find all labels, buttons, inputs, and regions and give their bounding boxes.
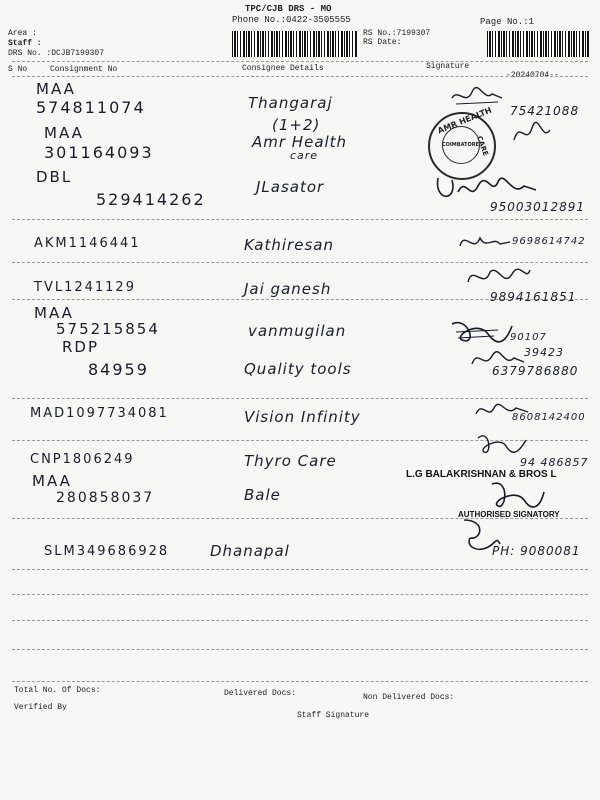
entry-1-number: 574811074 — [36, 98, 146, 117]
entry-9-phone: 94 486857 — [520, 456, 589, 469]
entry-3-phone: 95003012891 — [490, 200, 585, 214]
entry-4-consignee: Kathiresan — [244, 236, 334, 254]
header-divider — [12, 61, 588, 62]
signature-2 — [510, 118, 560, 148]
entry-11-phone: PH: 9080081 — [492, 544, 581, 558]
rs-number: RS No.:7199307 — [363, 29, 431, 38]
entry-3-number: 529414262 — [96, 190, 206, 209]
entry-2-consignee: Amr Health — [252, 133, 348, 151]
col-sno: S No — [8, 65, 28, 74]
row-divider — [12, 649, 588, 650]
entry-10-prefix: MAA — [32, 472, 72, 490]
non-delivered-docs-label: Non Delivered Docs: — [363, 693, 455, 702]
signature-9 — [474, 428, 534, 458]
entry-2-consignee-note: care — [290, 149, 319, 162]
signature-10 — [486, 478, 550, 512]
entry-6-prefix: MAA — [34, 304, 74, 322]
entry-1-phone: 75421088 — [510, 104, 580, 118]
barcode-left — [232, 31, 358, 57]
entry-6-consignee: vanmugilan — [248, 322, 347, 340]
entry-6-number: 575215854 — [56, 320, 160, 338]
stamp-right-text: CARE — [475, 134, 490, 158]
verified-by-label: Verified By — [14, 703, 67, 712]
total-docs-label: Total No. Of Docs: — [14, 686, 101, 695]
entry-4-number: AKM1146441 — [34, 236, 141, 251]
signature-6 — [448, 316, 518, 348]
signature-11 — [456, 516, 506, 556]
area-label: Area : — [8, 29, 37, 38]
entry-10-number: 280858037 — [56, 490, 155, 506]
column-divider — [12, 76, 588, 77]
barcode-right — [487, 31, 589, 57]
entry-2-number: 301164093 — [44, 143, 154, 162]
entry-4-phone: 9698614742 — [512, 236, 586, 247]
row-divider — [12, 569, 588, 570]
page-number: Page No.:1 — [480, 17, 535, 27]
entry-9-consignee: Thyro Care — [244, 452, 337, 470]
entry-8-number: MAD1097734081 — [30, 406, 169, 421]
entry-7-extra-number: 39423 — [524, 346, 564, 359]
page-title: TPC/CJB DRS - MO — [245, 4, 332, 14]
signature-4 — [456, 228, 516, 254]
col-consignee: Consignee Details — [242, 64, 324, 73]
rs-date: RS Date: — [363, 38, 402, 47]
staff-label: Staff : — [8, 39, 42, 48]
entry-10-consignee: Bale — [244, 486, 281, 504]
entry-1-prefix: MAA — [36, 80, 76, 98]
entry-1-consignee-note: (1+2) — [272, 116, 321, 134]
authorised-signatory: AUTHORISED SIGNATORY — [458, 510, 560, 519]
signature-3 — [432, 172, 542, 206]
signature-5 — [464, 262, 534, 292]
entry-3-prefix: DBL — [36, 168, 73, 186]
row-divider — [12, 620, 588, 621]
date-tag: -20240704-- — [506, 71, 559, 80]
drs-number: DRS No. :DCJB7199307 — [8, 49, 105, 58]
staff-signature-label: Staff Signature — [297, 711, 370, 720]
entry-7-number: 84959 — [88, 360, 149, 379]
entry-9-number: CNP1806249 — [30, 452, 135, 467]
stamp-top-text: AMR HEALTH — [436, 105, 493, 136]
entry-6-phone: 90107 — [510, 332, 547, 343]
footer-divider — [12, 681, 588, 682]
entry-2-prefix: MAA — [44, 124, 84, 142]
signature-8 — [472, 398, 532, 422]
stamp-center-text: COIMBATORE — [442, 142, 479, 148]
entry-1-consignee: Thangaraj — [248, 94, 333, 112]
entry-7-consignee: Quality tools — [244, 360, 352, 378]
authorised-name: L.G BALAKRISHNAN & BROS L — [406, 469, 557, 480]
signature-7 — [468, 346, 528, 372]
col-consignment: Consignment No — [50, 65, 118, 74]
row-divider — [12, 594, 588, 595]
company-stamp — [428, 105, 496, 180]
entry-7-prefix: RDP — [62, 338, 100, 356]
entry-3-consignee: JLasator — [256, 178, 325, 196]
signature-1 — [448, 84, 508, 110]
entry-5-phone: 9894161851 — [490, 290, 577, 304]
phone-number: Phone No.:0422-3505555 — [232, 15, 351, 25]
entry-5-number: TVL1241129 — [34, 280, 136, 295]
delivered-docs-label: Delivered Docs: — [224, 689, 297, 698]
col-signature: Signature — [426, 62, 470, 71]
entry-8-consignee: Vision Infinity — [244, 408, 361, 426]
entry-11-number: SLM349686928 — [44, 544, 170, 559]
entry-5-consignee: Jai ganesh — [244, 280, 332, 298]
entry-7-phone: 6379786880 — [492, 364, 579, 378]
entry-8-phone: 8608142400 — [512, 412, 586, 423]
entry-11-consignee: Dhanapal — [210, 542, 290, 560]
row-divider — [12, 219, 588, 220]
